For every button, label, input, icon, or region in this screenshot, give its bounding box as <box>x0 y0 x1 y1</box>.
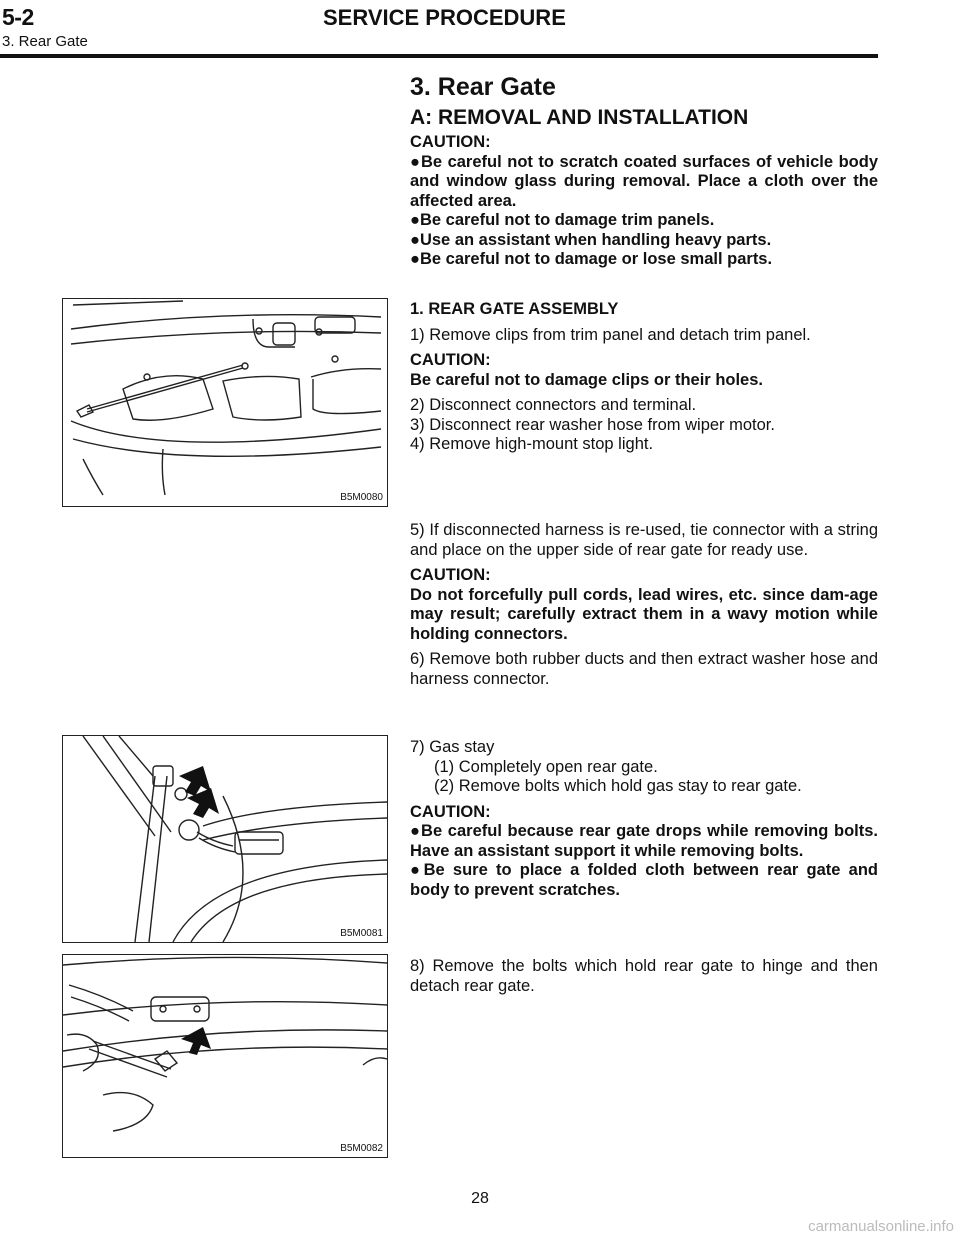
figure-gas-stay <box>62 735 388 943</box>
steps-block-1 <box>410 300 878 455</box>
caution-item: ●Use an assistant when handling heavy parts. <box>410 230 772 249</box>
caution-item: ●Be careful not to damage trim panels. <box>410 211 715 229</box>
step-4: 4) Remove high-mount stop light. <box>410 435 654 453</box>
caution-label: CAUTION: <box>410 566 491 584</box>
steps-block-4 <box>410 957 878 996</box>
intro-block <box>410 73 878 270</box>
figure-id: B5M0081 <box>340 928 383 939</box>
hinge-bolts-drawing <box>63 955 387 1157</box>
step-1: 1) Remove clips from trim panel and detach trim panel. <box>410 325 811 344</box>
step-2: 2) Disconnect connectors and terminal. <box>410 396 697 414</box>
header-rule <box>0 54 878 58</box>
steps-block-2 <box>410 521 878 689</box>
figure-id: B5M0080 <box>340 492 383 503</box>
figure-hinge-bolts <box>62 954 388 1158</box>
caution-label: CAUTION: <box>410 133 491 151</box>
step-7-1: (1) Completely open rear gate. <box>434 757 658 776</box>
subheading: A: REMOVAL AND INSTALLATION <box>410 105 749 129</box>
steps-block-3 <box>410 738 878 900</box>
caution-item: ●Be careful not to scratch coated surfaces of vehicle body and window glass during removal. Place a cloth over the affected area. <box>410 152 878 210</box>
step-5: 5) If disconnected harness is re-used, tie connector with a string and place on the upper side of rear gate for ready use. <box>410 521 878 559</box>
gas-stay-drawing <box>63 736 387 942</box>
caution-item: ●Be sure to place a folded cloth between rear gate and body to prevent scratches. <box>410 861 879 899</box>
caution-text: Be careful not to damage clips or their holes. <box>410 370 763 389</box>
step-3: 3) Disconnect rear washer hose from wiper motor. <box>410 415 775 434</box>
assembly-title: 1. REAR GATE ASSEMBLY <box>410 300 619 318</box>
watermark: carmanualsonline.info <box>808 1218 954 1235</box>
figure-id: B5M0082 <box>340 1143 383 1154</box>
step-7: 7) Gas stay <box>410 738 495 756</box>
caution-text: Do not forcefully pull cords, lead wires, etc. since dam-age may result; carefully extract them in a wavy motion while holding connectors. <box>410 585 878 643</box>
caution-label: CAUTION: <box>410 802 491 821</box>
caution-item: ●Be careful because rear gate drops while removing bolts. Have an assistant support it while removing bolts. <box>410 822 878 860</box>
step-8: 8) Remove the bolts which hold rear gate to hinge and then detach rear gate. <box>410 957 878 995</box>
header-section: 5-2 <box>2 4 34 30</box>
caution-label: CAUTION: <box>410 351 491 369</box>
trim-panel-drawing <box>63 299 387 506</box>
step-6: 6) Remove both rubber ducts and then extract washer hose and harness connector. <box>410 650 878 688</box>
header-subtitle: 3. Rear Gate <box>2 33 88 50</box>
page-number: 28 <box>471 1190 489 1207</box>
header-title: SERVICE PROCEDURE <box>323 5 566 30</box>
step-7-2: (2) Remove bolts which hold gas stay to rear gate. <box>434 777 802 795</box>
page-heading: 3. Rear Gate <box>410 73 556 101</box>
caution-item: ●Be careful not to damage or lose small parts. <box>410 250 773 268</box>
figure-trim-panel <box>62 298 388 507</box>
